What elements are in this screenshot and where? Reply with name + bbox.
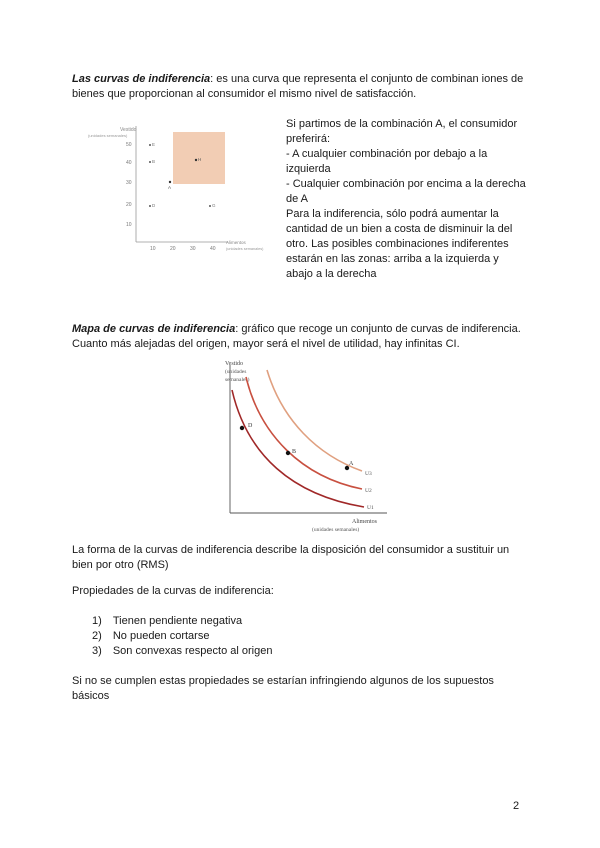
figure1-x-tick: 10 [150,246,156,252]
side-text-line: otro. Las posibles combinaciones indiferentes [286,238,509,250]
figure1-point-label: E [152,142,156,147]
side-text-line: abajo a la derecha [286,268,377,280]
figure1-y-tick: 10 [126,222,132,228]
section2-definition: : gráfico que recoge un conjunto de curvas de indiferencia. [235,323,521,335]
side-text-line: cantidad de un bien a costa de disminuir la del [286,223,513,235]
figure2-y-label: Vestido [225,361,243,367]
list-item [92,644,272,659]
section1-paragraph [72,72,523,87]
figure1-y-label: Vestido [120,127,137,133]
figure1-x-tick: 40 [210,246,216,252]
figure1-point-label: B [152,159,156,164]
list-item-number: 3) [92,645,102,657]
figure1-point-label: H [198,157,202,162]
side-text-line: Para la indiferencia, sólo podrá aumentar la [286,208,499,220]
figure1-x-tick: 30 [190,246,196,252]
figure1-point-b [149,161,151,163]
figure2-point-label: A [349,461,354,467]
side-text-line: estarán en las zonas: arriba a la izquierda y [286,253,499,265]
page-number: 2 [513,800,520,812]
figure1-y-sub: (unidades semanales) [88,133,128,138]
figure2-curve-label: U2 [365,488,372,494]
figure1-point-label: G [212,203,216,208]
figure1-point-h [195,159,197,161]
figure1-point-label: D [152,203,156,208]
list-item-number: 1) [92,615,102,627]
side-text-line: izquierda [286,163,331,175]
figure2-point-label: D [248,423,253,429]
figure2-indifference-map [222,355,390,538]
figure2-curve-label: U3 [365,471,372,477]
figure2-y-sub1: (unidades [225,369,247,375]
figure1-point-g [209,205,211,207]
section2-term: Mapa de curvas de indiferencia [72,323,236,335]
figure1-point-d [149,205,151,207]
figure2-point-b [286,451,290,455]
section2-definition-line2: Cuanto más alejadas del origen, mayor será el nivel de utilidad, hay infinitas CI. [72,338,460,350]
figure2-curve-u1 [232,390,364,507]
side-text-line: Si partimos de la combinación A, el consumidor [286,118,518,130]
section1-definition: : es una curva que representa el conjunto de combinan iones de [210,73,524,85]
closing-line2: básicos [72,690,110,702]
side-text-line: de A [286,193,309,205]
figure1-x-sub: (unidades semanales) [226,247,264,251]
figure1-point-e [149,144,151,146]
rms-line1: La forma de la curvas de indiferencia describe la disposición del consumidor a sustituir un [72,544,510,556]
properties-heading: Propiedades de la curvas de indiferencia: [72,585,274,597]
section1-term: Las curvas de indiferencia [72,73,211,85]
section1-definition-line2: bienes que proporcionan al consumidor el mismo nivel de satisfacción. [72,88,417,100]
side-text-line: - A cualquier combinación por debajo a la [286,148,488,160]
figure1-x-label: Alimentos [226,240,246,245]
list-item [92,614,242,629]
figure1-y-tick: 50 [126,142,132,148]
list-item [92,629,209,644]
figure2-curve-label: U1 [367,505,374,511]
figure2-x-label: Alimentos [352,519,377,525]
figure1-y-tick: 30 [126,180,132,186]
figure1-point-label: A [168,185,172,190]
section2-paragraph [72,322,521,337]
rms-line2: bien por otro (RMS) [72,559,169,571]
side-text-line: preferirá: [286,133,331,145]
closing-line1: Si no se cumplen estas propiedades se estarían infringiendo algunos de los supuestos [72,675,494,687]
figure2-point-d [240,426,244,430]
list-item-text: Son convexas respecto al origen [112,645,273,657]
figure2-y-sub2: semanales) [225,377,250,383]
figure1-y-tick: 40 [126,160,132,166]
figure1-x-tick: 20 [170,246,176,252]
figure1-y-tick: 20 [126,202,132,208]
list-item-text: Tienen pendiente negativa [112,615,243,627]
figure2-x-sub: (unidades semanales) [312,527,360,533]
list-item-text: No pueden cortarse [112,630,210,642]
figure2-curve-u3 [267,370,362,471]
side-text-line: - Cualquier combinación por encima a la derecha [286,178,526,190]
figure2-point-label: B [292,449,297,455]
figure1-point-a [169,181,171,183]
figure1-preference-diagram [78,120,283,255]
list-item-number: 2) [92,630,102,642]
